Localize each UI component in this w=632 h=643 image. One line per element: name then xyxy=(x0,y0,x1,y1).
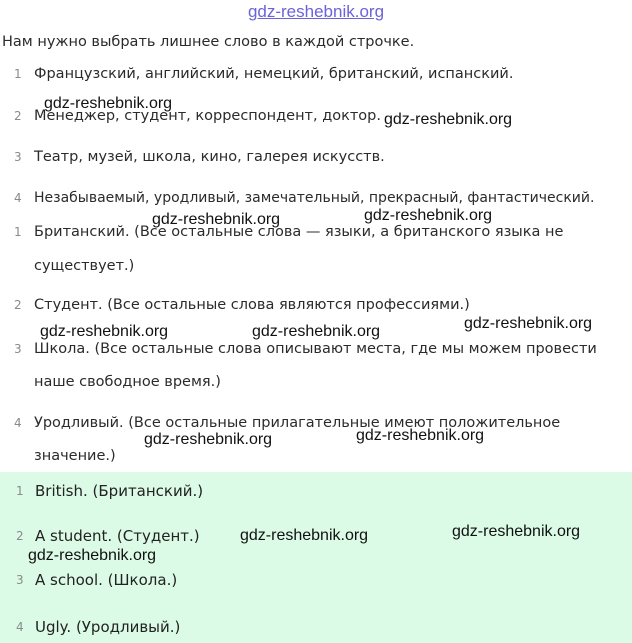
watermark: gdz-reshebnik.org xyxy=(384,111,513,128)
row-number: 3 xyxy=(16,573,24,587)
watermark: gdz-reshebnik.org xyxy=(356,427,485,444)
row-text: A school. (Школа.) xyxy=(35,571,178,589)
row-number: 4 xyxy=(14,416,22,430)
row-text: Ugly. (Уродливый.) xyxy=(35,618,181,636)
row-text: British. (Британский.) xyxy=(35,482,204,500)
watermark: gdz-reshebnik.org xyxy=(364,207,493,224)
watermark: gdz-reshebnik.org xyxy=(452,523,581,540)
row-text: Театр, музей, школа, кино, галерея искусств. xyxy=(34,149,385,165)
watermark: gdz-reshebnik.org xyxy=(240,527,369,544)
row-number: 1 xyxy=(14,225,22,239)
watermark: gdz-reshebnik.org xyxy=(44,95,173,112)
row-number: 1 xyxy=(14,67,22,81)
row-number: 3 xyxy=(14,342,22,356)
row-text-line2: наше свободное время.) xyxy=(34,374,221,390)
row-text-line1: Студент. (Все остальные слова являются профессиями.) xyxy=(34,297,470,313)
row-text: Менеджер, студент, корреспондент, доктор. xyxy=(34,108,381,124)
watermark: gdz-reshebnik.org xyxy=(464,315,593,332)
watermark: gdz-reshebnik.org xyxy=(152,211,281,228)
row-number: 3 xyxy=(14,150,22,164)
row-number: 2 xyxy=(14,298,22,312)
site-watermark-header: gdz-reshebnik.org xyxy=(247,2,385,21)
row-number: 2 xyxy=(14,109,22,123)
row-number: 4 xyxy=(14,191,22,205)
row-text-line1: Уродливый. (Все остальные прилагательные имеют положительное xyxy=(34,415,561,431)
row-text-line2: значение.) xyxy=(34,448,116,464)
row-number: 4 xyxy=(16,620,24,634)
row-number: 2 xyxy=(16,529,24,543)
watermark: gdz-reshebnik.org xyxy=(252,323,381,340)
row-text: Незабываемый, уродливый, замечательный, прекрасный, фантастический. xyxy=(34,190,595,206)
row-text-line1: Школа. (Все остальные слова описывают места, где мы можем провести xyxy=(34,341,597,357)
watermark: gdz-reshebnik.org xyxy=(28,547,157,564)
row-number: 1 xyxy=(16,484,24,498)
row-text: Французский, английский, немецкий, британский, испанский. xyxy=(34,66,514,82)
watermark: gdz-reshebnik.org xyxy=(144,431,273,448)
intro-text: Нам нужно выбрать лишнее слово в каждой строчке. xyxy=(2,34,415,50)
row-text: A student. (Студент.) xyxy=(35,527,200,545)
row-text-line2: существует.) xyxy=(34,258,135,274)
row-text-line1: Британский. (Все остальные слова — языки, а британского языка не xyxy=(34,224,564,240)
watermark: gdz-reshebnik.org xyxy=(40,323,169,340)
